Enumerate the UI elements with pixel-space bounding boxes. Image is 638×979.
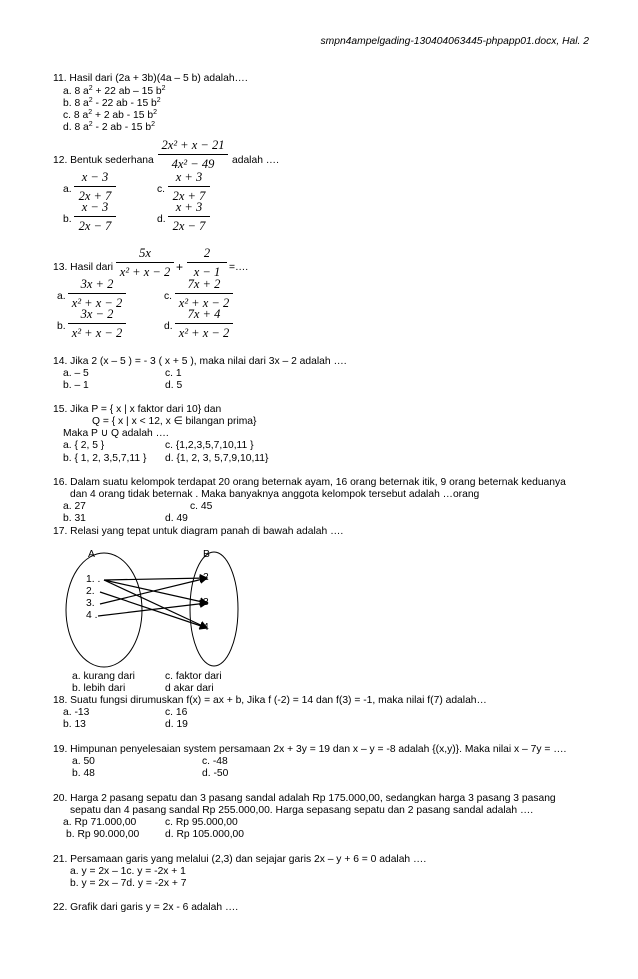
q20-option-a: a. Rp 71.000,00 [63,817,137,828]
q13-c-label: c. [164,291,173,302]
q17-option-b: b. lebih dari [72,683,126,694]
q15-line2: Q = { x | x < 12, x ∈ bilangan prima} [92,416,257,427]
arrow-4-to-3 [98,603,207,616]
q13-option-b: 3x − 2 x² + x − 2 [68,307,126,340]
q12-b-label: b. [63,214,72,225]
q12-option-c: x + 3 2x + 7 [168,170,210,203]
q18-stem: 18. Suatu fungsi dirumuskan f(x) = ax + b, Jika f (-2) = 14 dan f(3) = -1, maka nilai f(7) adalah… [53,695,487,706]
q13-d-label: d. [164,321,173,332]
q13-option-a: 3x + 2 x² + x − 2 [68,277,126,310]
q11-option-c: c. 8 $a^2 + 2$ ab - 15 $b^2$ [63,109,157,121]
q14-stem: 14. Jika 2 (x – 5 ) = - 3 ( x + 5 ), maka nilai dari 3x – 2 adalah …. [53,356,347,367]
q11-option-d: d. 8 $a^2 - 2$ ab - 15 $b^2$ [63,121,155,133]
q14-option-a: a. – 5 [63,368,89,379]
set-a-item-4: 4 . [86,610,98,621]
q18-option-d: d. 19 [165,719,188,730]
q16-line1: 16. Dalam suatu kelompok terdapat 20 orang beternak ayam, 16 orang beternak itik, 9 orang beternak keduanya [53,477,566,488]
q18-option-c: c. 16 [165,707,188,718]
q22-stem: 22. Grafik dari garis y = 2x - 6 adalah …. [53,902,239,913]
q19-option-d: d. -50 [202,768,229,779]
q12-option-b: x − 3 2x − 7 [74,200,116,233]
q13-a-label: a. [57,291,66,302]
q16-line2: dan 4 orang tidak beternak . Maka banyaknya anggota kelompok tersebut adalah …orang [70,489,480,500]
page-header: smpn4ampelgading-130404063445-phpapp01.docx, Hal. 2 [320,36,589,47]
arrow-1-to-2 [104,578,207,580]
q15-option-b: b. { 1, 2, 3,5,7,11 } [63,453,147,464]
q12-a-label: a. [63,184,72,195]
q13-suffix: =…. [229,262,249,273]
q16-option-c: c. 45 [190,501,213,512]
set-a-ellipse [66,553,142,667]
q21-stem: 21. Persamaan garis yang melalui (2,3) dan sejajar garis 2x – y + 6 = 0 adalah …. [53,854,427,865]
q18-option-b: b. 13 [63,719,86,730]
q20-line2: sepatu dan 4 pasang sandal Rp 255.000,00. Harga sepasang sepatu dan 2 pasang sandal adalah …. [70,805,534,816]
q15-option-a: a. { 2, 5 } [63,440,105,451]
set-b-item-2: 2 [203,572,209,583]
q14-option-c: c. 1 [165,368,182,379]
q15-stem: 15. Jika P = { x | x faktor dari 10} dan [53,404,222,415]
q13-option-c: 7x + 2 x² + x − 2 [175,277,233,310]
q16-option-b: b. 31 [63,513,86,524]
q17-option-d: d akar dari [165,683,214,694]
q19-stem: 19. Himpunan penyelesaian system persamaan 2x + 3y = 19 dan x – y = -8 adalah {(x,y)}. Maka nilai x – 7y = …. [53,744,567,755]
q11-stem: 11. Hasil dari (2a + 3b)(4a – 5 b) adalah…. [53,73,248,84]
q11-option-b: b. 8 $a^2 - 22$ ab - 15 $b^2$ [63,97,161,109]
q19-option-c: c. -48 [202,756,228,767]
q15-option-c: c. {1,2,3,5,7,10,11 } [165,440,254,451]
q12-c-label: c. [157,184,166,195]
set-b-label: B [203,549,210,560]
set-a-label: A [88,549,95,560]
q17-option-c: c. faktor dari [165,671,222,682]
set-b-item-4: 4 [203,622,209,633]
q11-option-a: a. 8 $a^2 + 22$ ab – 15 $b^2$ [63,85,166,97]
set-a-item-2: 2. [86,586,95,597]
q21-options-bd: b. y = 2x – 7d. y = -2x + 7 [70,878,187,889]
q15-option-d: d. {1, 2, 3, 5,7,9,10,11} [165,453,269,464]
q13-b-label: b. [57,321,66,332]
q17-stem: 17. Relasi yang tepat untuk diagram panah di bawah adalah …. [53,526,344,537]
q15-line3: Maka P ∪ Q adalah …. [63,428,169,439]
q14-option-b: b. – 1 [63,380,89,391]
q12-stem: 12. Bentuk sederhana [53,155,154,166]
q19-option-b: b. 48 [72,768,95,779]
q13-stem: 13. Hasil dari [53,262,114,273]
set-a-item-1: 1. . [86,574,101,585]
q13-option-d: 7x + 4 x² + x − 2 [175,307,233,340]
q12-option-d: x + 3 2x − 7 [168,200,210,233]
q12-main-fraction: 2x² + x − 21 4x² − 49 [158,138,228,171]
q13-term1: 5x x² + x − 2 [116,246,174,279]
q19-option-a: a. 50 [72,756,95,767]
q12-d-label: d. [157,214,166,225]
q21-options-ac: a. y = 2x – 1c. y = -2x + 1 [70,866,186,877]
q14-option-d: d. 5 [165,380,183,391]
set-b-item-3: 3 [203,597,209,608]
set-a-item-3: 3. [86,598,95,609]
q18-option-a: a. -13 [63,707,90,718]
set-b-ellipse [190,552,238,666]
q17-option-a: a. kurang dari [72,671,135,682]
q13-term2: 2 x − 1 [187,246,227,279]
q13-plus: + [176,260,184,274]
q20-option-c: c. Rp 95.000,00 [165,817,238,828]
q16-option-a: a. 27 [63,501,86,512]
q20-line1: 20. Harga 2 pasang sepatu dan 3 pasang sandal adalah Rp 175.000,00, sedangkan harga 3 pasang 3 pasang [53,793,556,804]
q12-suffix: adalah …. [232,155,279,166]
q16-option-d: d. 49 [165,513,188,524]
q20-option-d: d. Rp 105.000,00 [165,829,245,840]
q12-option-a: x − 3 2x + 7 [74,170,116,203]
q20-option-b: b. Rp 90.000,00 [66,829,140,840]
